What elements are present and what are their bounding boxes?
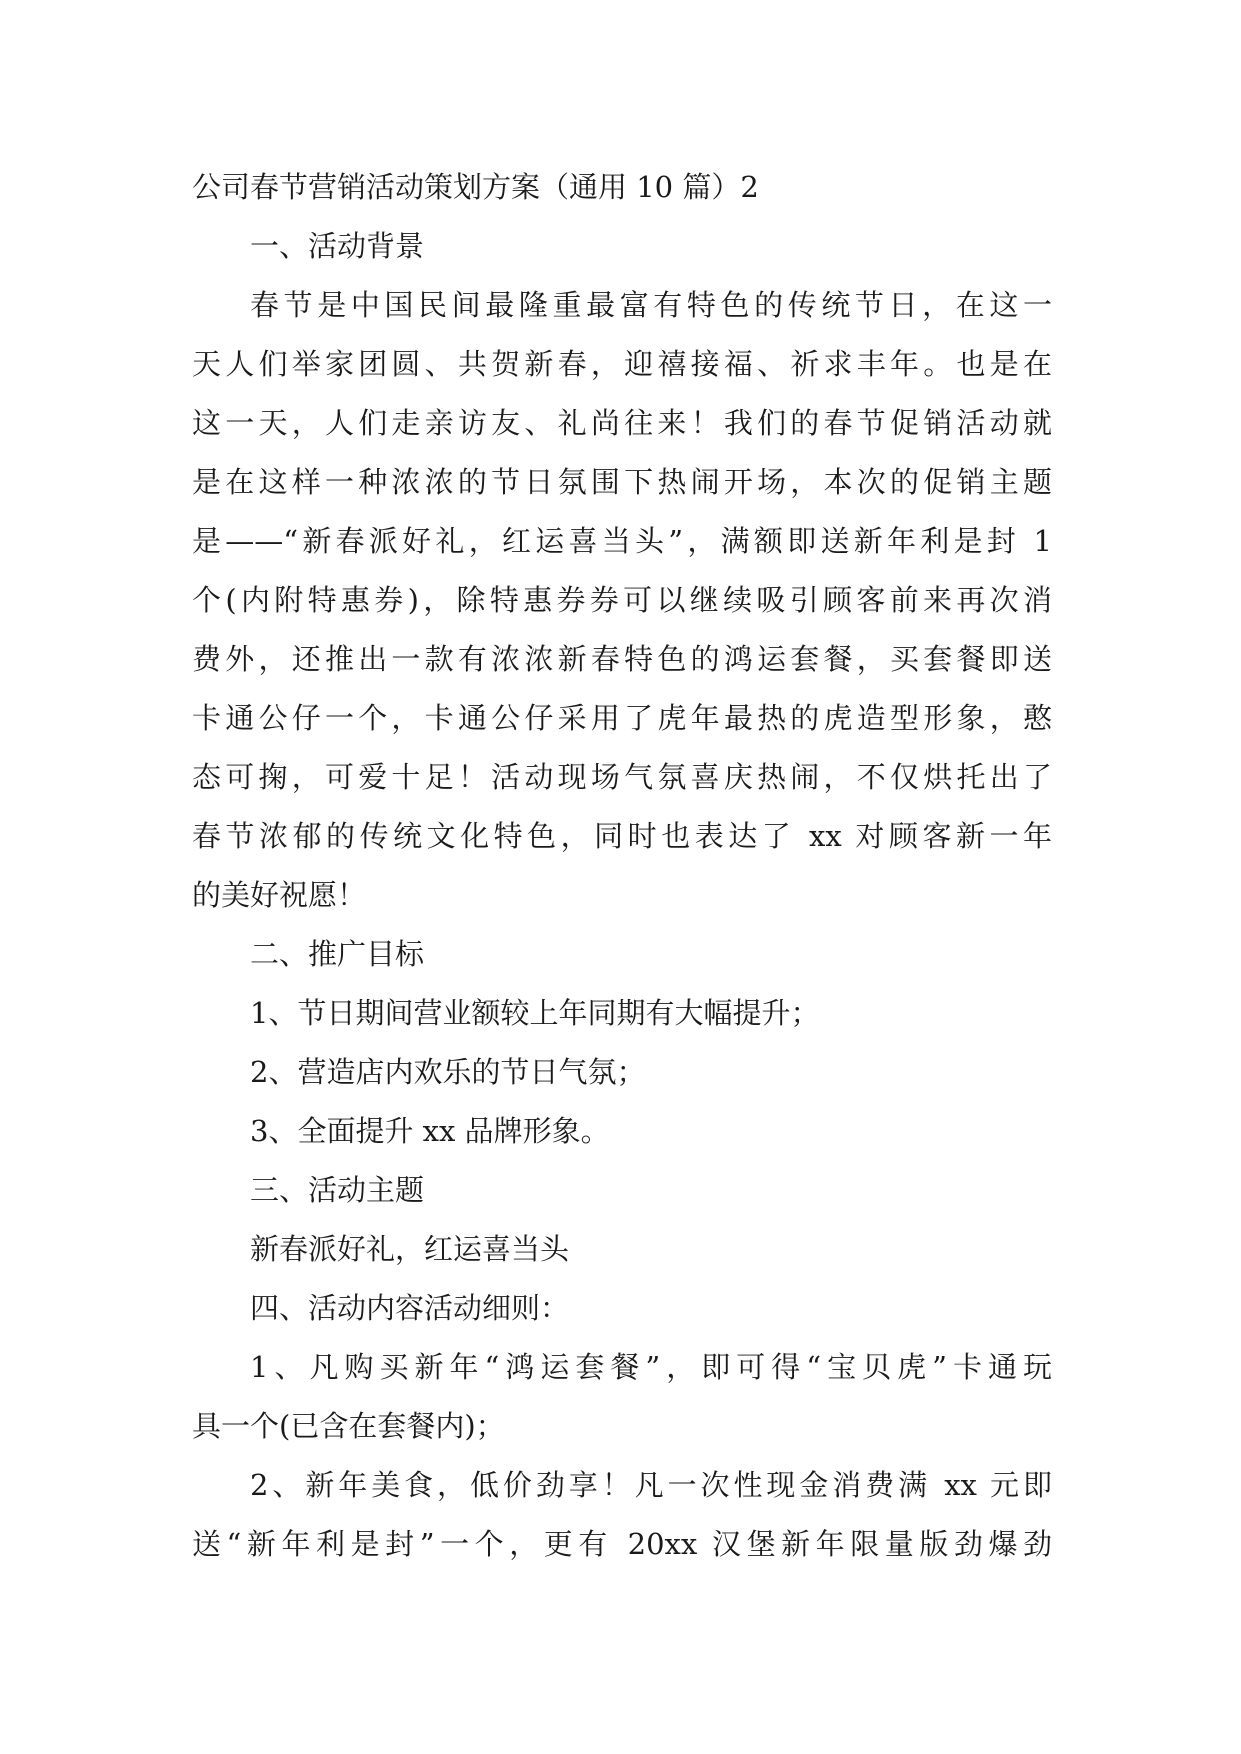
paragraph-line: 春节浓郁的传统文化特色，同时也表达了 xx 对顾客新一年	[192, 819, 1052, 853]
paragraph-line: 费外，还推出一款有浓浓新春特色的鸿运套餐，买套餐即送	[192, 642, 1052, 676]
list-item: 2、营造店内欢乐的节日气氛；	[250, 1055, 646, 1089]
section-heading-theme: 三、活动主题	[250, 1173, 425, 1207]
paragraph-line: 这一天，人们走亲访友、礼尚往来！我们的春节促销活动就	[192, 406, 1052, 440]
list-item: 1、节日期间营业额较上年同期有大幅提升；	[250, 996, 820, 1030]
paragraph-line: 是在这样一种浓浓的节日氛围下热闹开场，本次的促销主题	[192, 465, 1052, 499]
theme-text: 新春派好礼，红运喜当头	[250, 1232, 570, 1266]
section-heading-background: 一、活动背景	[250, 229, 425, 263]
list-item-continuation: 送“新年利是封”一个，更有 20xx 汉堡新年限量版劲爆劲	[192, 1527, 1052, 1561]
paragraph-line: 卡通公仔一个，卡通公仔采用了虎年最热的虎造型形象，憨	[192, 701, 1052, 735]
list-item: 3、全面提升 xx 品牌形象。	[250, 1114, 610, 1148]
paragraph-line: 天人们举家团圆、共贺新春，迎禧接福、祈求丰年。也是在	[192, 347, 1052, 381]
paragraph-line: 春节是中国民间最隆重最富有特色的传统节日，在这一	[250, 288, 1052, 322]
paragraph-line: 个(内附特惠券)，除特惠券券可以继续吸引顾客前来再次消	[192, 583, 1052, 617]
list-item: 1、凡购买新年“鸿运套餐”，即可得“宝贝虎”卡通玩	[250, 1350, 1052, 1384]
paragraph-line: 态可掬，可爱十足！活动现场气氛喜庆热闹，不仅烘托出了	[192, 760, 1052, 794]
list-item-continuation: 具一个(已含在套餐内)；	[192, 1409, 505, 1443]
document-title: 公司春节营销活动策划方案（通用 10 篇）2	[192, 170, 759, 204]
paragraph-line: 的美好祝愿！	[192, 878, 367, 912]
document-body	[192, 158, 1052, 1574]
paragraph-line: 是——“新春派好礼，红运喜当头”，满额即送新年利是封 1	[192, 524, 1052, 558]
section-heading-content: 四、活动内容活动细则：	[250, 1291, 570, 1325]
list-item: 2、新年美食，低价劲享！凡一次性现金消费满 xx 元即	[250, 1468, 1052, 1502]
section-heading-goals: 二、推广目标	[250, 937, 425, 971]
